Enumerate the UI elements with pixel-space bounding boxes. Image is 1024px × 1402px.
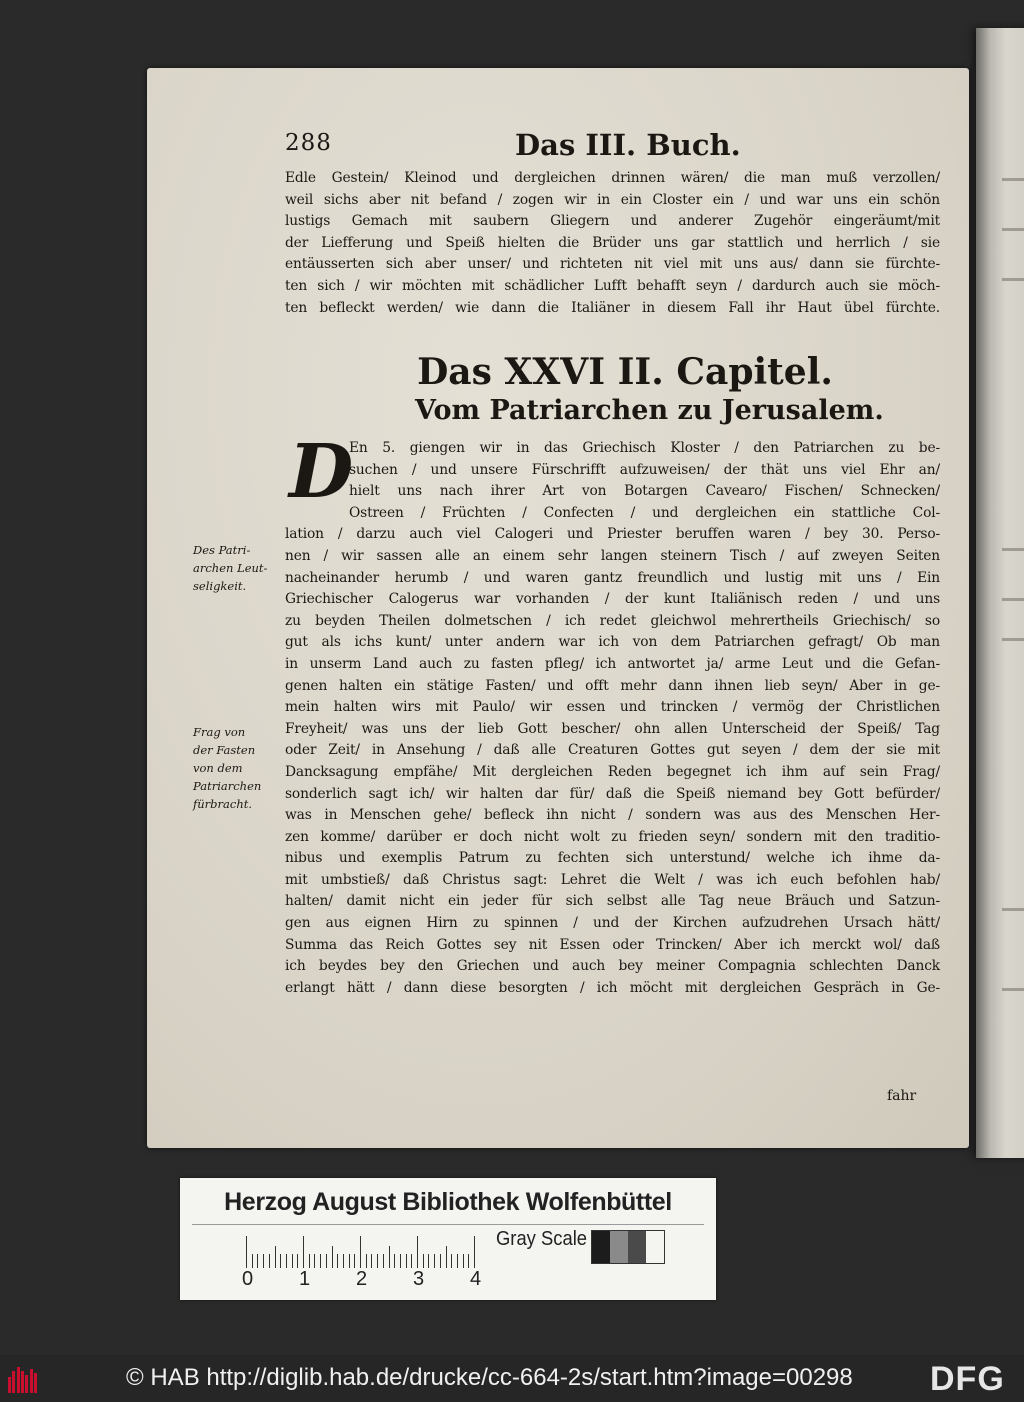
ruler-tick (411, 1254, 412, 1268)
ruler-tick (320, 1254, 321, 1268)
text-line: gen aus eignen Hirn zu spinnen / und der Kirchen aufzudrehen Ursach hätt/ (285, 915, 940, 932)
text-line: Freyheit/ was uns der lieb Gott bescher/ ohn allen Unterscheid der Speiß/ Tag (285, 720, 940, 737)
library-name: Herzog August Bibliothek Wolfenbüttel (224, 1188, 672, 1216)
ruler-tick (440, 1254, 441, 1268)
library-color-card (180, 1178, 716, 1300)
text-line: mein halten wirs mit Paulo/ wir essen und trincken / vermög der Christlichen (285, 699, 940, 716)
ruler-tick (263, 1254, 264, 1268)
ruler-tick (280, 1254, 281, 1268)
text-line: lation / darzu auch viel Calogeri und Priester beruffen waren / bey 30. Perso- (285, 526, 940, 543)
ruler-tick (366, 1254, 367, 1268)
ruler-tick (246, 1236, 247, 1268)
ruler-tick (468, 1254, 469, 1268)
marginal-line: Des Patri- (193, 543, 251, 557)
ruler-tick (292, 1254, 293, 1268)
text-line: mit umbstieß/ daß Christus sagt: Lehret die Welt / was ich euch befohlen hab/ (285, 871, 940, 888)
footer-url[interactable]: © HAB http://diglib.hab.de/drucke/cc-664-2s/start.htm?image=00298 (126, 1364, 853, 1391)
ruler-tick (252, 1254, 253, 1268)
marginal-note (193, 723, 261, 813)
ruler-number: 2 (356, 1268, 368, 1290)
marginal-line: Patriarchen (193, 779, 262, 793)
text-line: En 5. giengen wir in das Griechisch Kloster / den Patriarchen zu be- (349, 440, 940, 456)
text-line: entäusserten sich aber unser/ und richteten nit viel mit uns aus/ dann sie fürchte- (285, 256, 940, 273)
grayscale-swatch (610, 1231, 628, 1263)
ruler-tick (406, 1254, 407, 1268)
text-line: der Liefferung und Speiß hielten die Brüder uns gar stattlich und herrlich / sie (285, 234, 940, 251)
ruler-tick (446, 1246, 447, 1268)
ruler-tick (269, 1254, 270, 1268)
chapter-subtitle: Vom Patriarchen zu Jerusalem. (415, 395, 884, 426)
ruler-number: 4 (470, 1268, 482, 1290)
decorated-initial: D (289, 429, 354, 515)
text-line: Griechischer Calogerus war vorhanden / der kunt Italiänisch reden / und uns (285, 591, 940, 608)
logo-bar (25, 1375, 28, 1393)
grayscale-label: Gray Scale (496, 1228, 588, 1250)
ruler-tick (326, 1254, 327, 1268)
hab-logo-icon (8, 1365, 38, 1393)
text-line: was in Menschen gehe/ befleck ihn nicht / sondern was aus des Menschen Her- (285, 807, 940, 824)
ruler-tick (400, 1254, 401, 1268)
text-line: Summa das Reich Gottes sey nit Essen oder Trincken/ Aber ich merckt wol/ daß (285, 936, 940, 953)
marginal-line: fürbracht. (193, 797, 252, 811)
grayscale-swatches (591, 1230, 665, 1264)
text-line: oder Zeit/ in Ansehung / daß alle Creaturen Gottes gut seyen / dem der sie mit (285, 742, 940, 759)
grayscale-swatch (646, 1231, 664, 1263)
ruler-number: 1 (299, 1268, 311, 1290)
text-line: gut als ichs kunt/ unter andern war ich von dem Patriarchen gefragt/ Ob man (285, 634, 940, 651)
text-line: ich beydes bey den Griechen und auch bey meiner Compagnia schlechten Danck (285, 958, 940, 975)
ruler-tick (463, 1254, 464, 1268)
logo-bar (12, 1371, 15, 1393)
continued-text (285, 168, 940, 319)
running-title: Das III. Buch. (515, 128, 741, 162)
ruler-tick (417, 1236, 418, 1268)
text-line: nacheinander herumb / und waren gantz freundlich und lustig mit uns / Ein (285, 569, 940, 586)
text-line: ten sich / wir möchten mit schädlicher Lufft behafft seyn / dardurch auch sie möch- (285, 277, 940, 294)
ruler-tick (474, 1236, 475, 1268)
ruler-tick (349, 1254, 350, 1268)
dfg-logo: DFG (930, 1360, 1005, 1398)
chapter-body (285, 429, 940, 999)
text-line: Edle Gestein/ Kleinod und dergleichen drinnen wären/ die man muß verzollen/ (285, 170, 940, 186)
ruler-number: 3 (413, 1268, 425, 1290)
marginal-note (193, 541, 267, 595)
logo-bar (34, 1373, 37, 1393)
catchword: fahr (887, 1088, 917, 1104)
logo-bar (21, 1371, 24, 1393)
chapter-title: Das XXVI II. Capitel. (417, 351, 833, 393)
text-line: suchen / und unsere Fürschrifft aufzuweisen/ der thät uns viel Ehr an/ (349, 461, 940, 478)
footer-bar (0, 1355, 1024, 1402)
text-line: nibus und exemplis Patrum zu fechten sich unterstund/ welche ich ihme da- (285, 850, 940, 867)
text-line: in unserm Land auch zu fasten pfleg/ ich antwortet ja/ arme Leut und die Gefan- (285, 655, 940, 672)
ruler-tick (332, 1246, 333, 1268)
ruler-tick (371, 1254, 372, 1268)
ruler-tick (297, 1254, 298, 1268)
ruler-tick (377, 1254, 378, 1268)
facing-page-edge (976, 28, 1024, 1158)
logo-bar (30, 1369, 33, 1393)
ruler-tick (257, 1254, 258, 1268)
text-line: weil sichs aber nit befand / zogen wir in ein Closter ein / und war uns ein schön (285, 191, 940, 208)
text-line: Ostreen / Früchten / Confecten / und dergleichen ein stattliche Col- (349, 504, 940, 521)
ruler-tick (314, 1254, 315, 1268)
marginal-line: archen Leut- (193, 561, 268, 575)
ruler-tick (286, 1254, 287, 1268)
book-page (147, 68, 969, 1148)
ruler-tick (360, 1236, 361, 1268)
ruler-tick (451, 1254, 452, 1268)
ruler-tick (343, 1254, 344, 1268)
marginal-line: seligkeit. (193, 579, 247, 593)
ruler-tick (457, 1254, 458, 1268)
ruler-number: 0 (242, 1268, 254, 1290)
marginal-line: der Fasten (193, 743, 256, 757)
grayscale-swatch (592, 1231, 610, 1263)
ruler-tick (428, 1254, 429, 1268)
text-line: erlangt hätt / dann diese besorgten / ich möcht mit dergleichen Gespräch in Ge- (285, 979, 940, 996)
logo-bar (17, 1367, 20, 1393)
ruler-tick (434, 1254, 435, 1268)
logo-bar (8, 1377, 11, 1393)
ruler-tick (354, 1254, 355, 1268)
text-line: nen / wir sassen alle an einem sehr langen steinern Tisch / auf zweyen Seiten (285, 547, 940, 564)
ruler-tick (383, 1254, 384, 1268)
ruler-tick (423, 1254, 424, 1268)
ruler-tick (275, 1246, 276, 1268)
ruler-tick (337, 1254, 338, 1268)
text-line: halten/ damit nicht ein jeder für sich selbst alle Tag neue Bräuch und Satzun- (285, 893, 940, 910)
ruler-tick (303, 1236, 304, 1268)
card-divider (192, 1224, 704, 1225)
text-line: sonderlich sagt ich/ wir halten dar für/ daß die Speiß niemand bey Gott befürder/ (285, 785, 940, 802)
text-line: genen halten ein stätige Fasten/ und offt mehr dann ihnen lieb seyn/ Aber in ge- (285, 677, 940, 694)
ruler-tick (309, 1254, 310, 1268)
page-number: 288 (285, 130, 332, 156)
text-line: ten befleckt werden/ wie dann die Italiäner in diesem Fall ihr Haut übel fürchte. (285, 299, 940, 316)
marginal-line: Frag von (193, 725, 246, 739)
ruler-tick (394, 1254, 395, 1268)
text-line: zu beyden Theilen dolmetschen / ich redet gleichwol mehrertheils Griechisch/ so (285, 612, 940, 629)
marginal-line: von dem (193, 761, 243, 775)
running-head (285, 128, 845, 168)
text-line: hielt uns nach ihrer Art von Botargen Cavearo/ Fischen/ Schnecken/ (349, 483, 940, 500)
text-line: Dancksagung empfähe/ Mit dergleichen Reden begegnet ich ihm auf sein Frag/ (285, 763, 940, 780)
grayscale-swatch (628, 1231, 646, 1263)
text-line: lustigs Gemach mit saubern Gliegern und anderer Zugehör eingeräumt/mit (285, 213, 940, 230)
ruler-tick (389, 1246, 390, 1268)
text-line: zen komme/ darüber er doch nicht wolt zu frieden seyn/ sondern mit den traditio- (285, 828, 940, 845)
scale-ruler (246, 1234, 476, 1268)
